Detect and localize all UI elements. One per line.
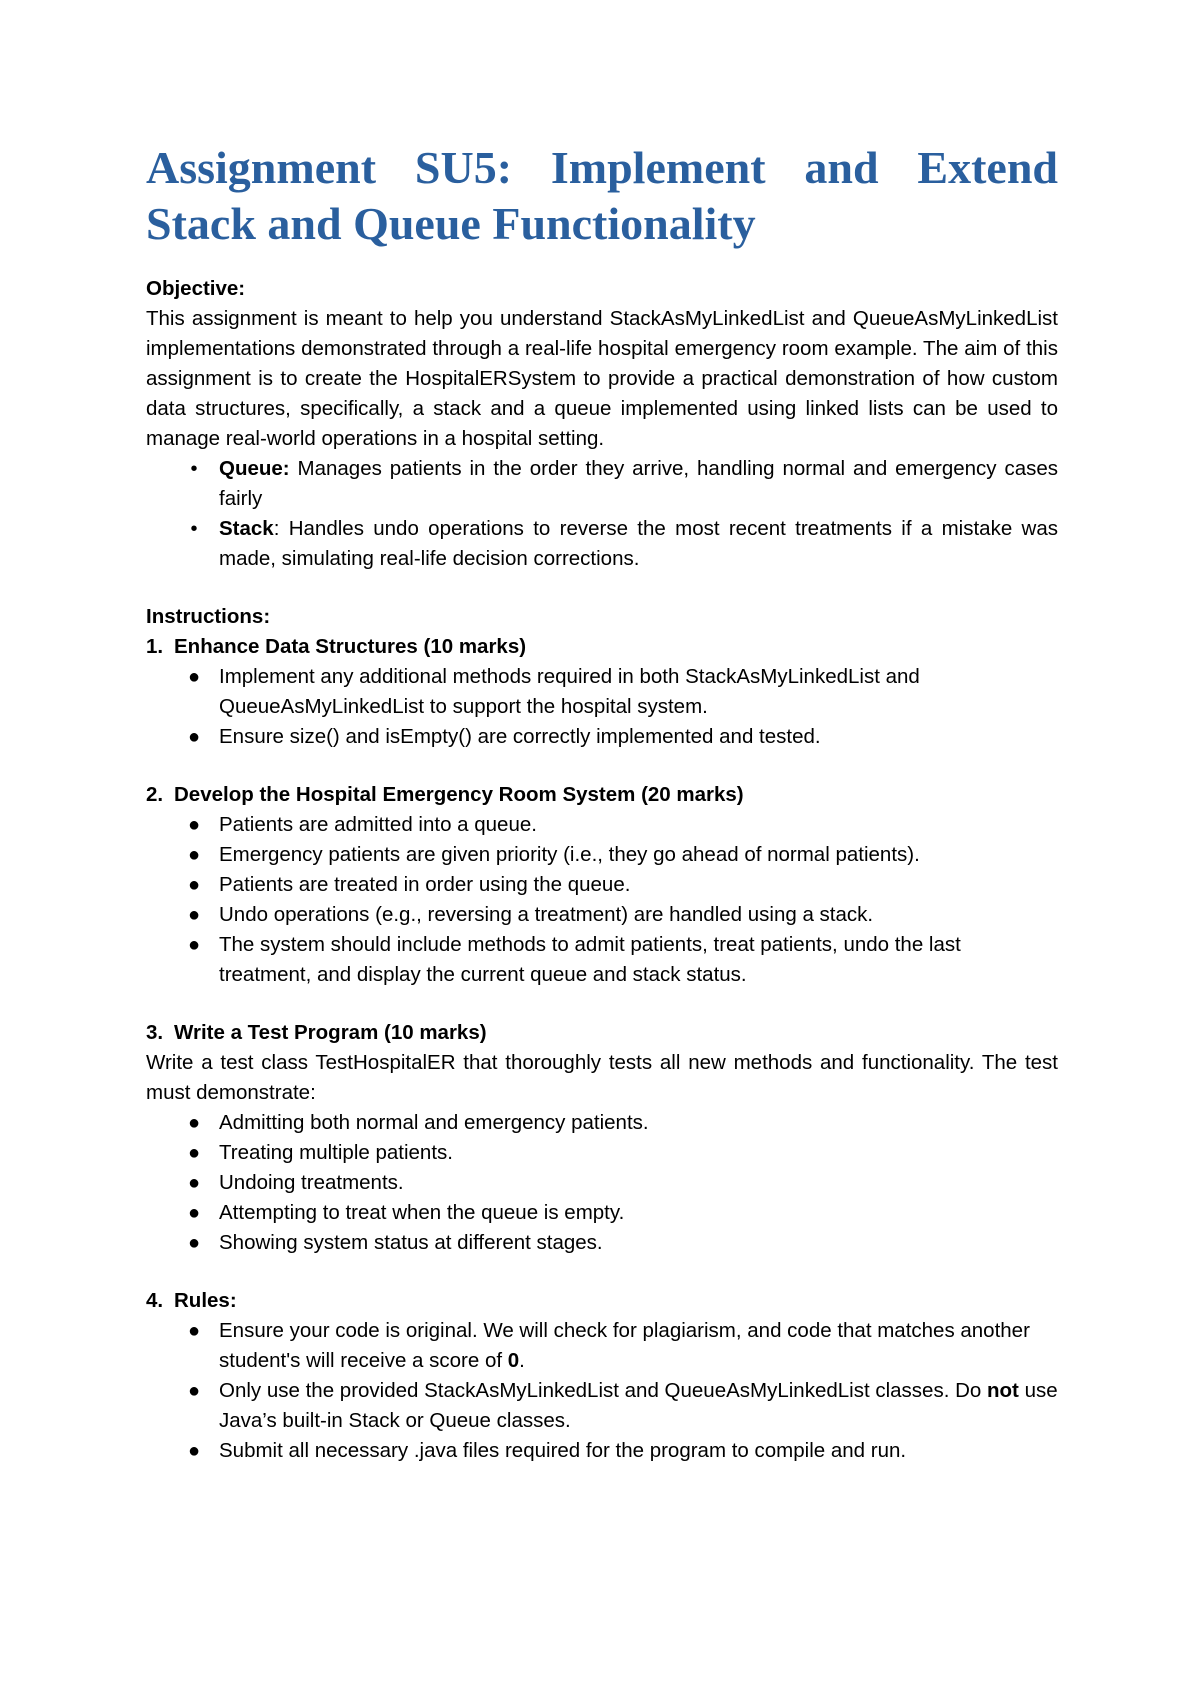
- bullet-term: Stack: [219, 517, 274, 540]
- bullet-icon: ●: [187, 666, 201, 688]
- bullet-icon: ●: [187, 934, 201, 956]
- section-1-bullets: [146, 662, 1058, 752]
- bullet-text: Implement any additional methods required in both StackAsMyLinkedList and QueueAsMyLinkedList to support the hospital system.: [219, 665, 920, 718]
- list-item: [146, 454, 1058, 514]
- bullet-text: Showing system status at different stages.: [219, 1231, 603, 1254]
- list-item: [146, 1108, 1058, 1138]
- list-item: [146, 870, 1058, 900]
- rule-text: Ensure your code is original. We will check for plagiarism, and code that matches another student's will receive a score of: [219, 1319, 1030, 1372]
- bullet-icon: ●: [187, 1142, 201, 1164]
- section-number: 2.: [146, 783, 164, 806]
- rule-emphasis: not: [987, 1379, 1019, 1402]
- page-title: [146, 140, 1058, 252]
- bullet-icon: ●: [187, 1380, 201, 1402]
- rule-text: use Java’s built-in Stack or Queue classes.: [219, 1379, 1058, 1432]
- bullet-term: Queue:: [219, 457, 290, 480]
- bullet-icon: •: [190, 458, 198, 480]
- bullet-icon: ●: [187, 1232, 201, 1254]
- rule-text: .: [519, 1349, 525, 1372]
- section-heading-2: [146, 780, 1058, 810]
- bullet-icon: ●: [187, 1320, 201, 1342]
- list-item: [146, 810, 1058, 840]
- section-heading-4: [146, 1286, 1058, 1316]
- bullet-text: The system should include methods to admit patients, treat patients, undo the last treatment, and display the current queue and stack status.: [219, 933, 961, 986]
- section-4-bullets: [146, 1316, 1058, 1466]
- bullet-text: : Handles undo operations to reverse the most recent treatments if a mistake was made, simulating real-life decision corrections.: [219, 517, 1058, 570]
- section-3-intro: Write a test class TestHospitalER that thoroughly tests all new methods and functionality. The test must demonstrate:: [146, 1051, 1058, 1104]
- bullet-text: Patients are treated in order using the queue.: [219, 873, 631, 896]
- bullet-icon: ●: [187, 1172, 201, 1194]
- list-item: [146, 662, 1058, 722]
- section-heading-3: [146, 1018, 1058, 1048]
- bullet-icon: •: [190, 518, 198, 540]
- document-page: [146, 140, 1058, 1466]
- list-item: [146, 840, 1058, 870]
- section-title: Rules:: [174, 1289, 237, 1312]
- list-item: [146, 900, 1058, 930]
- section-number: 4.: [146, 1289, 164, 1312]
- rule-text: Submit all necessary .java files required for the program to compile and run.: [219, 1439, 907, 1462]
- section-heading-1: [146, 632, 1058, 662]
- bullet-icon: ●: [187, 904, 201, 926]
- bullet-text: Undoing treatments.: [219, 1171, 404, 1194]
- list-item: [146, 1376, 1058, 1436]
- list-item: [146, 1316, 1058, 1376]
- list-item: [146, 930, 1058, 990]
- list-item: [146, 722, 1058, 752]
- title-line-1: Assignment SU5: Implement and Extend: [146, 142, 1058, 193]
- list-item: [146, 1436, 1058, 1466]
- objective-paragraph: This assignment is meant to help you understand StackAsMyLinkedList and QueueAsMyLinkedList implementations demonstrated through a real-life hospital emergency room example. The aim of this assignment is to create the HospitalERSystem to provide a practical demonstration of how custom data structures, specifically, a stack and a queue implemented using linked lists can be used to manage real-world operations in a hospital setting.: [146, 307, 1058, 450]
- section-number: 1.: [146, 635, 164, 658]
- list-item: [146, 1168, 1058, 1198]
- section-3-bullets: [146, 1108, 1058, 1258]
- list-item: [146, 1198, 1058, 1228]
- section-title: Develop the Hospital Emergency Room System (20 marks): [174, 783, 744, 806]
- objective-heading: Objective:: [146, 277, 246, 300]
- rule-text: Only use the provided StackAsMyLinkedList and QueueAsMyLinkedList classes. Do: [219, 1379, 987, 1402]
- bullet-icon: ●: [187, 814, 201, 836]
- bullet-text: Patients are admitted into a queue.: [219, 813, 537, 836]
- section-number: 3.: [146, 1021, 164, 1044]
- bullet-icon: ●: [187, 844, 201, 866]
- list-item: [146, 1228, 1058, 1258]
- bullet-text: Ensure size() and isEmpty() are correctly implemented and tested.: [219, 725, 821, 748]
- section-title: Write a Test Program (10 marks): [174, 1021, 487, 1044]
- rule-emphasis: 0: [507, 1349, 520, 1372]
- bullet-text: Admitting both normal and emergency patients.: [219, 1111, 649, 1134]
- bullet-text: Treating multiple patients.: [219, 1141, 453, 1164]
- bullet-text: Attempting to treat when the queue is empty.: [219, 1201, 625, 1224]
- objective-bullets: [146, 454, 1058, 574]
- section-2-bullets: [146, 810, 1058, 990]
- bullet-icon: ●: [187, 874, 201, 896]
- bullet-icon: ●: [187, 1112, 201, 1134]
- bullet-text: Undo operations (e.g., reversing a treatment) are handled using a stack.: [219, 903, 874, 926]
- bullet-text: Manages patients in the order they arrive, handling normal and emergency cases fairly: [219, 457, 1058, 510]
- bullet-icon: ●: [187, 726, 201, 748]
- list-item: [146, 1138, 1058, 1168]
- bullet-icon: ●: [187, 1202, 201, 1224]
- bullet-icon: ●: [187, 1440, 201, 1462]
- instructions-heading: Instructions:: [146, 605, 271, 628]
- title-line-2: Stack and Queue Functionality: [146, 198, 756, 249]
- list-item: [146, 514, 1058, 574]
- section-title: Enhance Data Structures (10 marks): [174, 635, 527, 658]
- bullet-text: Emergency patients are given priority (i.e., they go ahead of normal patients).: [219, 843, 920, 866]
